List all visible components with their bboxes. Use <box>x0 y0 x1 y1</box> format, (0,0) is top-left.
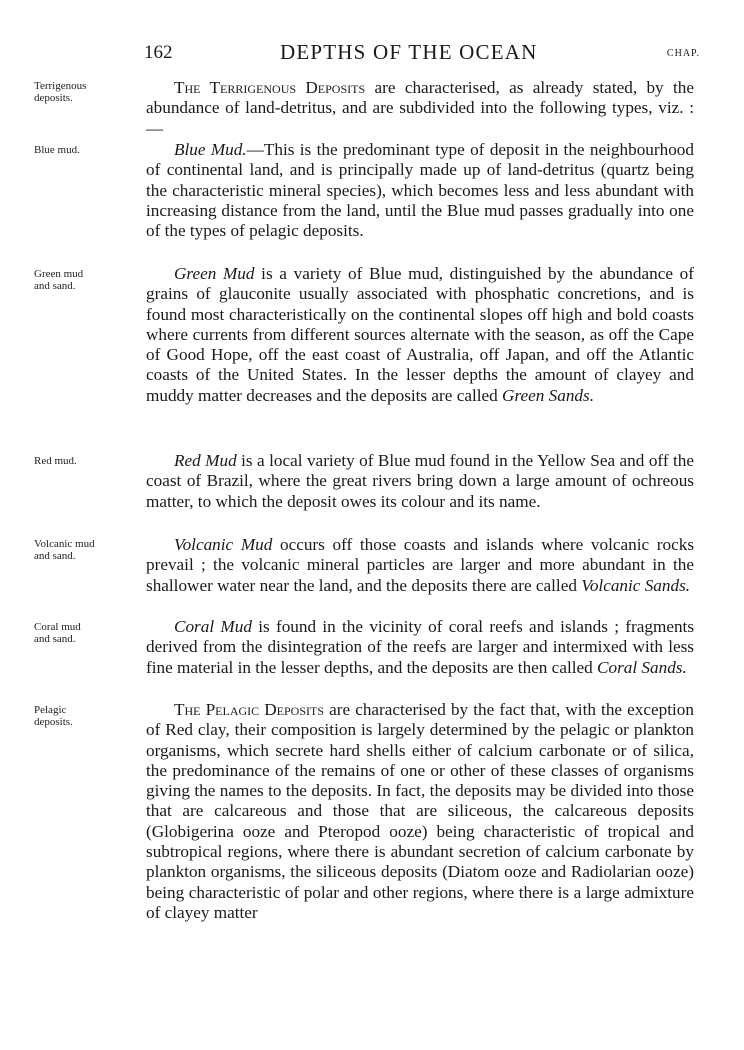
margin-note-blue-mud <box>34 144 142 156</box>
paragraph-body: is a variety of Blue mud, distinguished by the abundance of grains of glauconite usually associated with phosphatic concretions, and is found most characteristically on the continental slopes off high and bold coasts where currents from different sources alternate with the season, as off the Cape of Good Hope, off the east coast of Australia, off Japan, and off the Atlantic coasts of the United States. In the lesser depths the amount of clayey and muddy matter decreases and the deposits are called <box>146 264 694 405</box>
running-head <box>140 38 700 68</box>
paragraph-red-mud <box>146 451 694 512</box>
paragraph-lead: Coral Mud <box>174 617 252 636</box>
margin-note-line: and sand. <box>34 280 76 292</box>
margin-note-line: and sand. <box>34 633 76 645</box>
page-number: 162 <box>144 42 173 63</box>
paragraph-blue-mud <box>146 140 694 241</box>
paragraph-green-mud <box>146 264 694 406</box>
paragraph-lead: Green Mud <box>174 264 255 283</box>
margin-note-line: deposits. <box>34 92 73 104</box>
margin-note-pelagic <box>34 704 142 728</box>
chapter-mark: CHAP. <box>666 48 700 59</box>
paragraph-lead: Blue Mud. <box>174 140 247 159</box>
margin-note-red-mud <box>34 455 142 467</box>
paragraph-coral-mud <box>146 617 694 678</box>
margin-note-line: Volcanic mud <box>34 538 95 550</box>
paragraph-tail-italic: Volcanic Sands. <box>581 575 691 595</box>
margin-note-line: Coral mud <box>34 621 81 633</box>
paragraph-body: occurs off those coasts and islands where volcanic rocks prevail ; the volcanic mineral particles are larger and more abundant in the shallower water near the land, and the deposits there are called <box>146 535 695 595</box>
paragraph-body: is found in the vicinity of coral reefs and islands ; fragments derived from the disintegration of the reefs are larger and intermixed with less fine material in the lesser depths, and the deposits are then called <box>146 617 695 677</box>
paragraph-lead: Red Mud <box>174 451 237 470</box>
paragraph-body: is a local variety of Blue mud found in the Yellow Sea and off the coast of Brazil, where the great rivers bring down a large amount of ochreous matter, to which the deposit owes its colour and its name. <box>146 451 694 511</box>
paragraph-volcanic-mud <box>146 535 694 596</box>
margin-note-terrigenous <box>34 80 142 104</box>
margin-note-green-mud <box>34 268 142 292</box>
paragraph-terrigenous <box>146 78 694 139</box>
paragraph-lead: The Terrigenous Deposits <box>174 78 366 97</box>
margin-note-coral-mud <box>34 621 142 645</box>
margin-note-line: Green mud <box>34 268 84 280</box>
running-title: DEPTHS OF THE OCEAN <box>280 40 538 64</box>
paragraph-pelagic <box>146 700 694 923</box>
paragraph-lead: The Pelagic Deposits <box>174 700 325 719</box>
paragraph-body: —This is the predominant type of deposit in the neighbourhood of continental land, and is principally made up of land-detritus (quartz being the characteristic mineral species), which becomes less and less abundant with increasing distance from the land, until the Blue mud passes gradually into one of the types of pelagic deposits. <box>146 140 694 241</box>
margin-note-line: Red mud. <box>34 455 77 467</box>
margin-note-line: deposits. <box>34 716 73 728</box>
paragraph-tail-italic: Coral Sands. <box>597 657 687 677</box>
margin-note-volcanic-mud <box>34 538 142 562</box>
margin-note-line: Pelagic <box>34 704 67 716</box>
paragraph-tail-italic: Green Sands. <box>502 385 595 405</box>
paragraph-body: are characterised, as already stated, by the abundance of land-detritus, and are subdivided into the following types, viz. :— <box>146 78 694 138</box>
margin-note-line: Terrigenous <box>34 80 87 92</box>
margin-note-line: and sand. <box>34 550 76 562</box>
margin-note-line: Blue mud. <box>34 144 80 156</box>
paragraph-lead: Volcanic Mud <box>174 535 273 554</box>
paragraph-body: are characterised by the fact that, with the exception of Red clay, their composition is largely determined by the pelagic or plankton organisms, which secrete hard shells either of calcium carbonate or of silica, the predominance of the remains of one or other of these classes of organisms giving the names to the deposits. In fact, the deposits may be divided into those that are calcareous and those that are siliceous, the calcareous deposits (Globigerina ooze and Pteropod ooze) being characteristic of tropical and subtropical regions, where there is abundant secretion of calcium carbonate by plankton organisms, the siliceous deposits (Diatom ooze and Radiolarian ooze) being characteristic of polar and other regions, where there is a large admixture of clayey matter <box>146 700 694 922</box>
